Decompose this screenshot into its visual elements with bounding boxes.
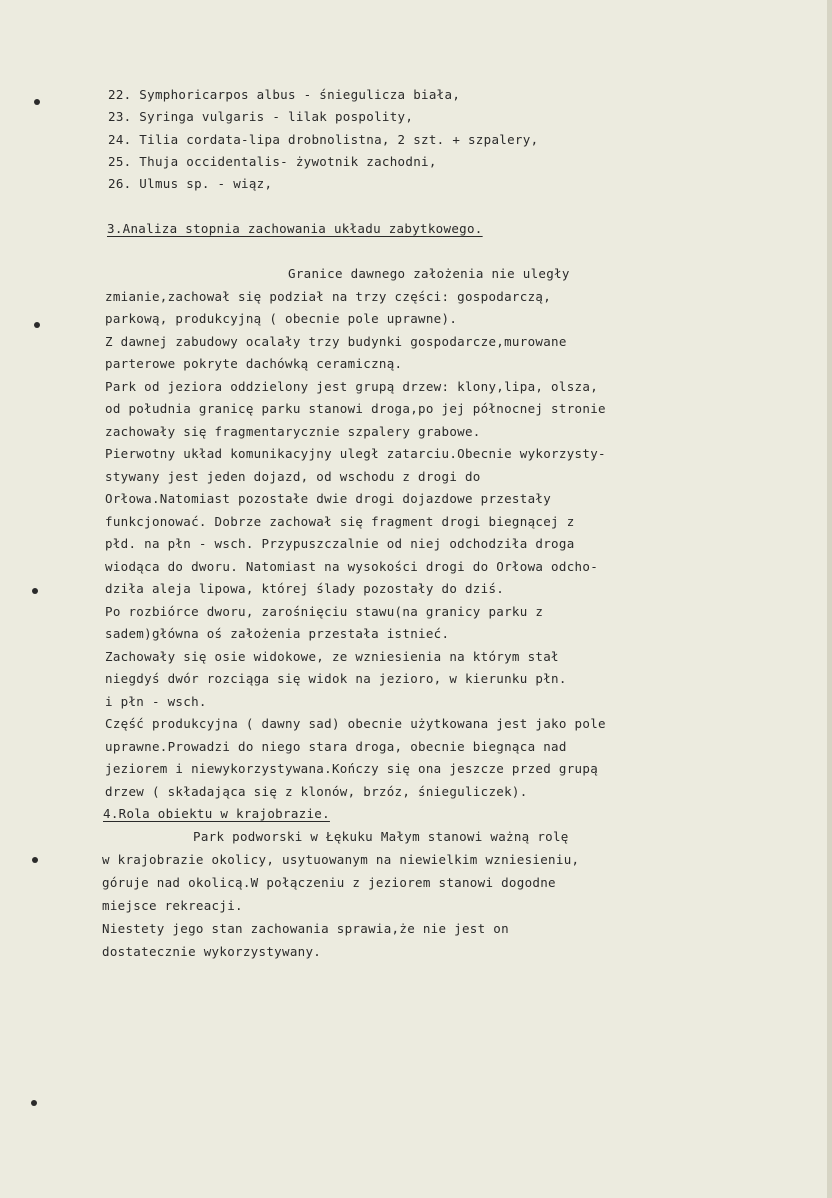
paragraph-line: i płn - wsch. (105, 694, 207, 709)
paragraph-line: funkcjonować. Dobrze zachował się fragment drogi biegnącej z (105, 514, 575, 529)
list-item: 24. Tilia cordata-lipa drobnolistna, 2 szt. + szpalery, (108, 132, 539, 147)
punch-hole (31, 1100, 37, 1106)
paragraph-line: Park od jeziora oddzielony jest grupą drzew: klony,lipa, olsza, (105, 379, 599, 394)
punch-hole (32, 588, 38, 594)
paragraph-line: jeziorem i niewykorzystywana.Kończy się ona jeszcze przed grupą (105, 761, 599, 776)
paragraph-line: Park podworski w Łękuku Małym stanowi ważną rolę (193, 829, 569, 844)
list-item: 22. Symphoricarpos albus - śniegulicza biała, (108, 87, 461, 102)
paragraph-line: Po rozbiórce dworu, zarośnięciu stawu(na granicy parku z (105, 604, 544, 619)
paragraph-line: Pierwotny układ komunikacyjny uległ zatarciu.Obecnie wykorzysty- (105, 446, 606, 461)
paragraph-line: sadem)główna oś założenia przestała istnieć. (105, 626, 450, 641)
section-heading: 4.Rola obiektu w krajobrazie. (103, 806, 330, 821)
paragraph-line: dziła aleja lipowa, której ślady pozostały do dziś. (105, 581, 505, 596)
paragraph-line: miejsce rekreacji. (102, 898, 243, 913)
paragraph-line: Część produkcyjna ( dawny sad) obecnie użytkowana jest jako pole (105, 716, 606, 731)
section-heading: 3.Analiza stopnia zachowania układu zabytkowego. (107, 221, 483, 236)
list-item: 25. Thuja occidentalis- żywotnik zachodni, (108, 154, 437, 169)
paragraph-line: dostatecznie wykorzystywany. (102, 944, 322, 959)
paragraph-line: zmianie,zachował się podział na trzy części: gospodarczą, (105, 289, 552, 304)
paragraph-line: Niestety jego stan zachowania sprawia,że nie jest on (102, 921, 509, 936)
paragraph-line: wiodąca do dworu. Natomiast na wysokości drogi do Orłowa odcho- (105, 559, 599, 574)
paragraph-line: stywany jest jeden dojazd, od wschodu z drogi do (105, 469, 481, 484)
paragraph-line: parterowe pokryte dachówką ceramiczną. (105, 356, 403, 371)
paragraph-line: parkową, produkcyjną ( obecnie pole uprawne). (105, 311, 458, 326)
list-item: 26. Ulmus sp. - wiąz, (108, 176, 273, 191)
paragraph-line: Orłowa.Natomiast pozostałe dwie drogi dojazdowe przestały (105, 491, 552, 506)
paragraph-line: drzew ( składająca się z klonów, brzóz, śnieguliczek). (105, 784, 528, 799)
list-item: 23. Syringa vulgaris - lilak pospolity, (108, 109, 414, 124)
paragraph-line: płd. na płn - wsch. Przypuszczalnie od niej odchodziła droga (105, 536, 575, 551)
paragraph-line: niegdyś dwór rozciąga się widok na jezioro, w kierunku płn. (105, 671, 567, 686)
punch-hole (34, 322, 40, 328)
paragraph-line: góruje nad okolicą.W połączeniu z jeziorem stanowi dogodne (102, 875, 556, 890)
paragraph-line: zachowały się fragmentarycznie szpalery grabowe. (105, 424, 481, 439)
paragraph-line: uprawne.Prowadzi do niego stara droga, obecnie biegnąca nad (105, 739, 567, 754)
paragraph-line: w krajobrazie okolicy, usytuowanym na niewielkim wzniesieniu, (102, 852, 580, 867)
page-edge (827, 0, 832, 1198)
paragraph-line: od południa granicę parku stanowi droga,po jej północnej stronie (105, 401, 606, 416)
paragraph-line: Granice dawnego założenia nie uległy (288, 266, 570, 281)
punch-hole (34, 99, 40, 105)
paragraph-line: Z dawnej zabudowy ocalały trzy budynki gospodarcze,murowane (105, 334, 567, 349)
punch-hole (32, 857, 38, 863)
paragraph-line: Zachowały się osie widokowe, ze wzniesienia na którym stał (105, 649, 559, 664)
